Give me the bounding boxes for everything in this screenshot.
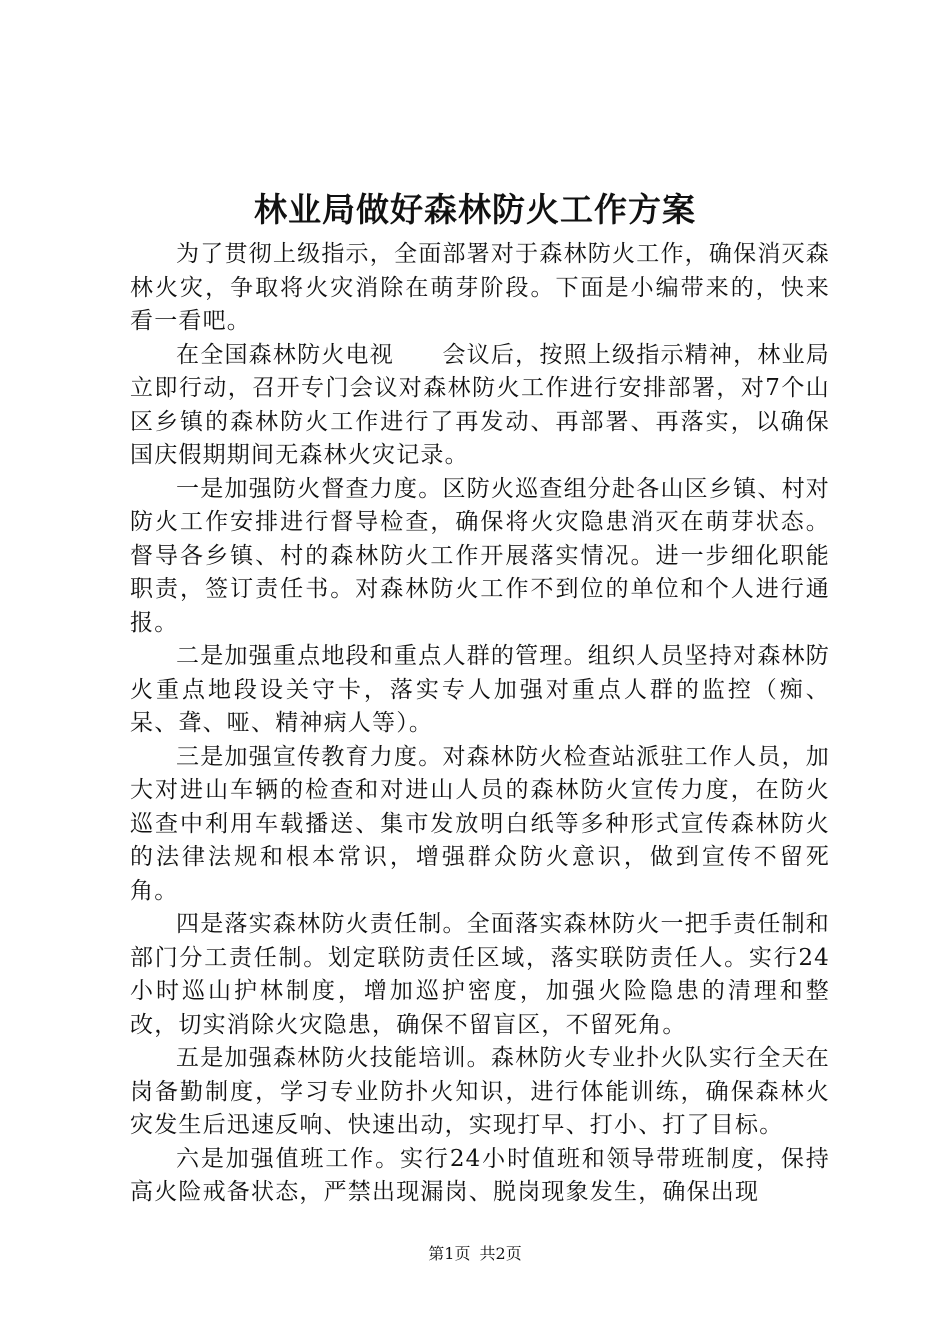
paragraph-intro: 为了贯彻上级指示，全面部署对于森林防火工作，确保消灭森林火灾，争取将火灾消除在萌芽阶段。下面是小编带来的，快来看一看吧。: [130, 241, 830, 334]
page-number: 第1页: [428, 1244, 471, 1263]
paragraph-item-4: 四是落实森林防火责任制。全面落实森林防火一把手责任制和部门分工责任制。划定联防责任区域，落实联防责任人。实行24小时巡山护林制度，增加巡护密度，加强火险隐患的清理和整改，切实消除火灾隐患，确保不留盲区，不留死角。: [130, 911, 830, 1038]
document-body: [130, 238, 830, 1210]
paragraph-item-2: 二是加强重点地段和重点人群的管理。组织人员坚持对森林防火重点地段设关守卡，落实专人加强对重点人群的监控（痴、呆、聋、哑、精神病人等）。: [130, 643, 830, 736]
paragraph-item-3: 三是加强宣传教育力度。对森林防火检查站派驻工作人员，加大对进山车辆的检查和对进山人员的森林防火宣传力度，在防火巡查中利用车载播送、集市发放明白纸等多种形式宣传森林防火的法律法规和根本常识，增强群众防火意识，做到宣传不留死角。: [130, 743, 830, 904]
page-footer: [0, 1242, 950, 1266]
document-title: 林业局做好森林防火工作方案: [254, 190, 696, 229]
paragraph-item-1: 一是加强防火督查力度。区防火巡查组分赴各山区乡镇、村对防火工作安排进行督导检查，确保将火灾隐患消灭在萌芽状态。督导各乡镇、村的森林防火工作开展落实情况。进一步细化职能职责，签订责任书。对森林防火工作不到位的单位和个人进行通报。: [130, 475, 830, 636]
paragraph-item-6: 六是加强值班工作。实行24小时值班和领导带班制度，保持高火险戒备状态，严禁出现漏岗、脱岗现象发生，确保出现: [130, 1145, 830, 1205]
paragraph-meeting: 在全国森林防火电视 会议后，按照上级指示精神，林业局立即行动，召开专门会议对森林防火工作进行安排部署，对7个山区乡镇的森林防火工作进行了再发动、再部署、再落实，以确保国庆假期期间无森林火灾记录。: [130, 341, 830, 468]
page-total: 共2页: [479, 1244, 522, 1263]
paragraph-item-5: 五是加强森林防火技能培训。森林防火专业扑火队实行全天在岗备勤制度，学习专业防扑火知识，进行体能训练，确保森林火灾发生后迅速反响、快速出动，实现打早、打小、打了目标。: [130, 1045, 830, 1138]
